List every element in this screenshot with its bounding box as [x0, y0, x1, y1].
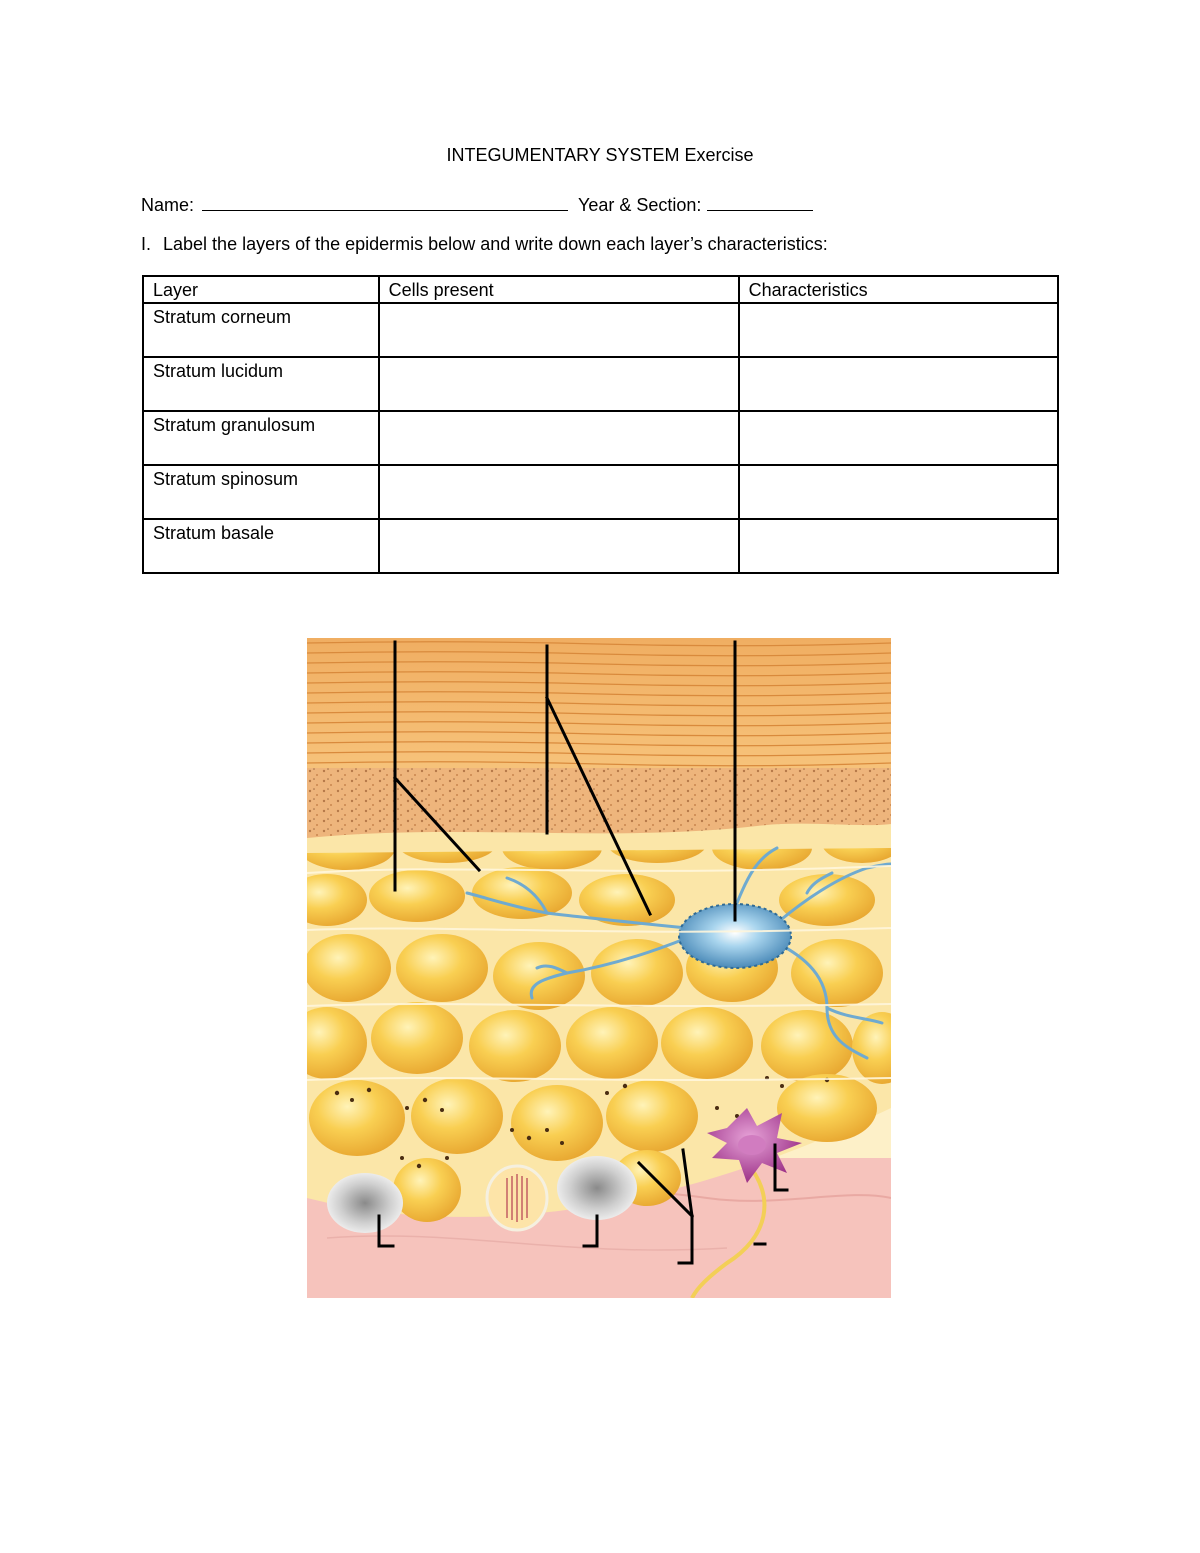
- layer-name-cell: Stratum spinosum: [143, 465, 379, 519]
- worksheet-title: INTEGUMENTARY SYSTEM Exercise: [446, 145, 754, 165]
- cells-present-cell[interactable]: [379, 519, 739, 573]
- cells-present-cell[interactable]: [379, 465, 739, 519]
- cells-present-cell[interactable]: [379, 411, 739, 465]
- name-label: Name:: [141, 195, 195, 215]
- table-row: [143, 465, 1058, 519]
- layer-name-cell: Stratum granulosum: [143, 411, 379, 465]
- layer-name-cell: Stratum lucidum: [143, 357, 379, 411]
- header-characteristics: Characteristics: [739, 276, 1058, 303]
- layer-name-cell: Stratum corneum: [143, 303, 379, 357]
- characteristics-cell[interactable]: [739, 465, 1058, 519]
- instruction-number: I.: [141, 234, 152, 254]
- characteristics-cell[interactable]: [739, 357, 1058, 411]
- epidermis-layers-table: [142, 275, 1059, 574]
- name-row: [141, 190, 813, 216]
- table-header-row: [143, 276, 1058, 303]
- year-section-label: Year & Section:: [578, 195, 702, 215]
- header-layer: Layer: [143, 276, 379, 303]
- table-row: [143, 519, 1058, 573]
- epidermis-illustration: [307, 638, 891, 1298]
- year-section-blank-field[interactable]: [707, 190, 813, 211]
- instruction: [141, 234, 828, 255]
- table-row: [143, 357, 1058, 411]
- table-row: [143, 303, 1058, 357]
- cells-present-cell[interactable]: [379, 357, 739, 411]
- cells-present-cell[interactable]: [379, 303, 739, 357]
- characteristics-cell[interactable]: [739, 411, 1058, 465]
- characteristics-cell[interactable]: [739, 303, 1058, 357]
- instruction-text: Label the layers of the epidermis below and write down each layer’s characteristics:: [163, 234, 828, 254]
- header-cells-present: Cells present: [379, 276, 739, 303]
- name-blank-field[interactable]: [202, 190, 568, 211]
- table-row: [143, 411, 1058, 465]
- characteristics-cell[interactable]: [739, 519, 1058, 573]
- layer-name-cell: Stratum basale: [143, 519, 379, 573]
